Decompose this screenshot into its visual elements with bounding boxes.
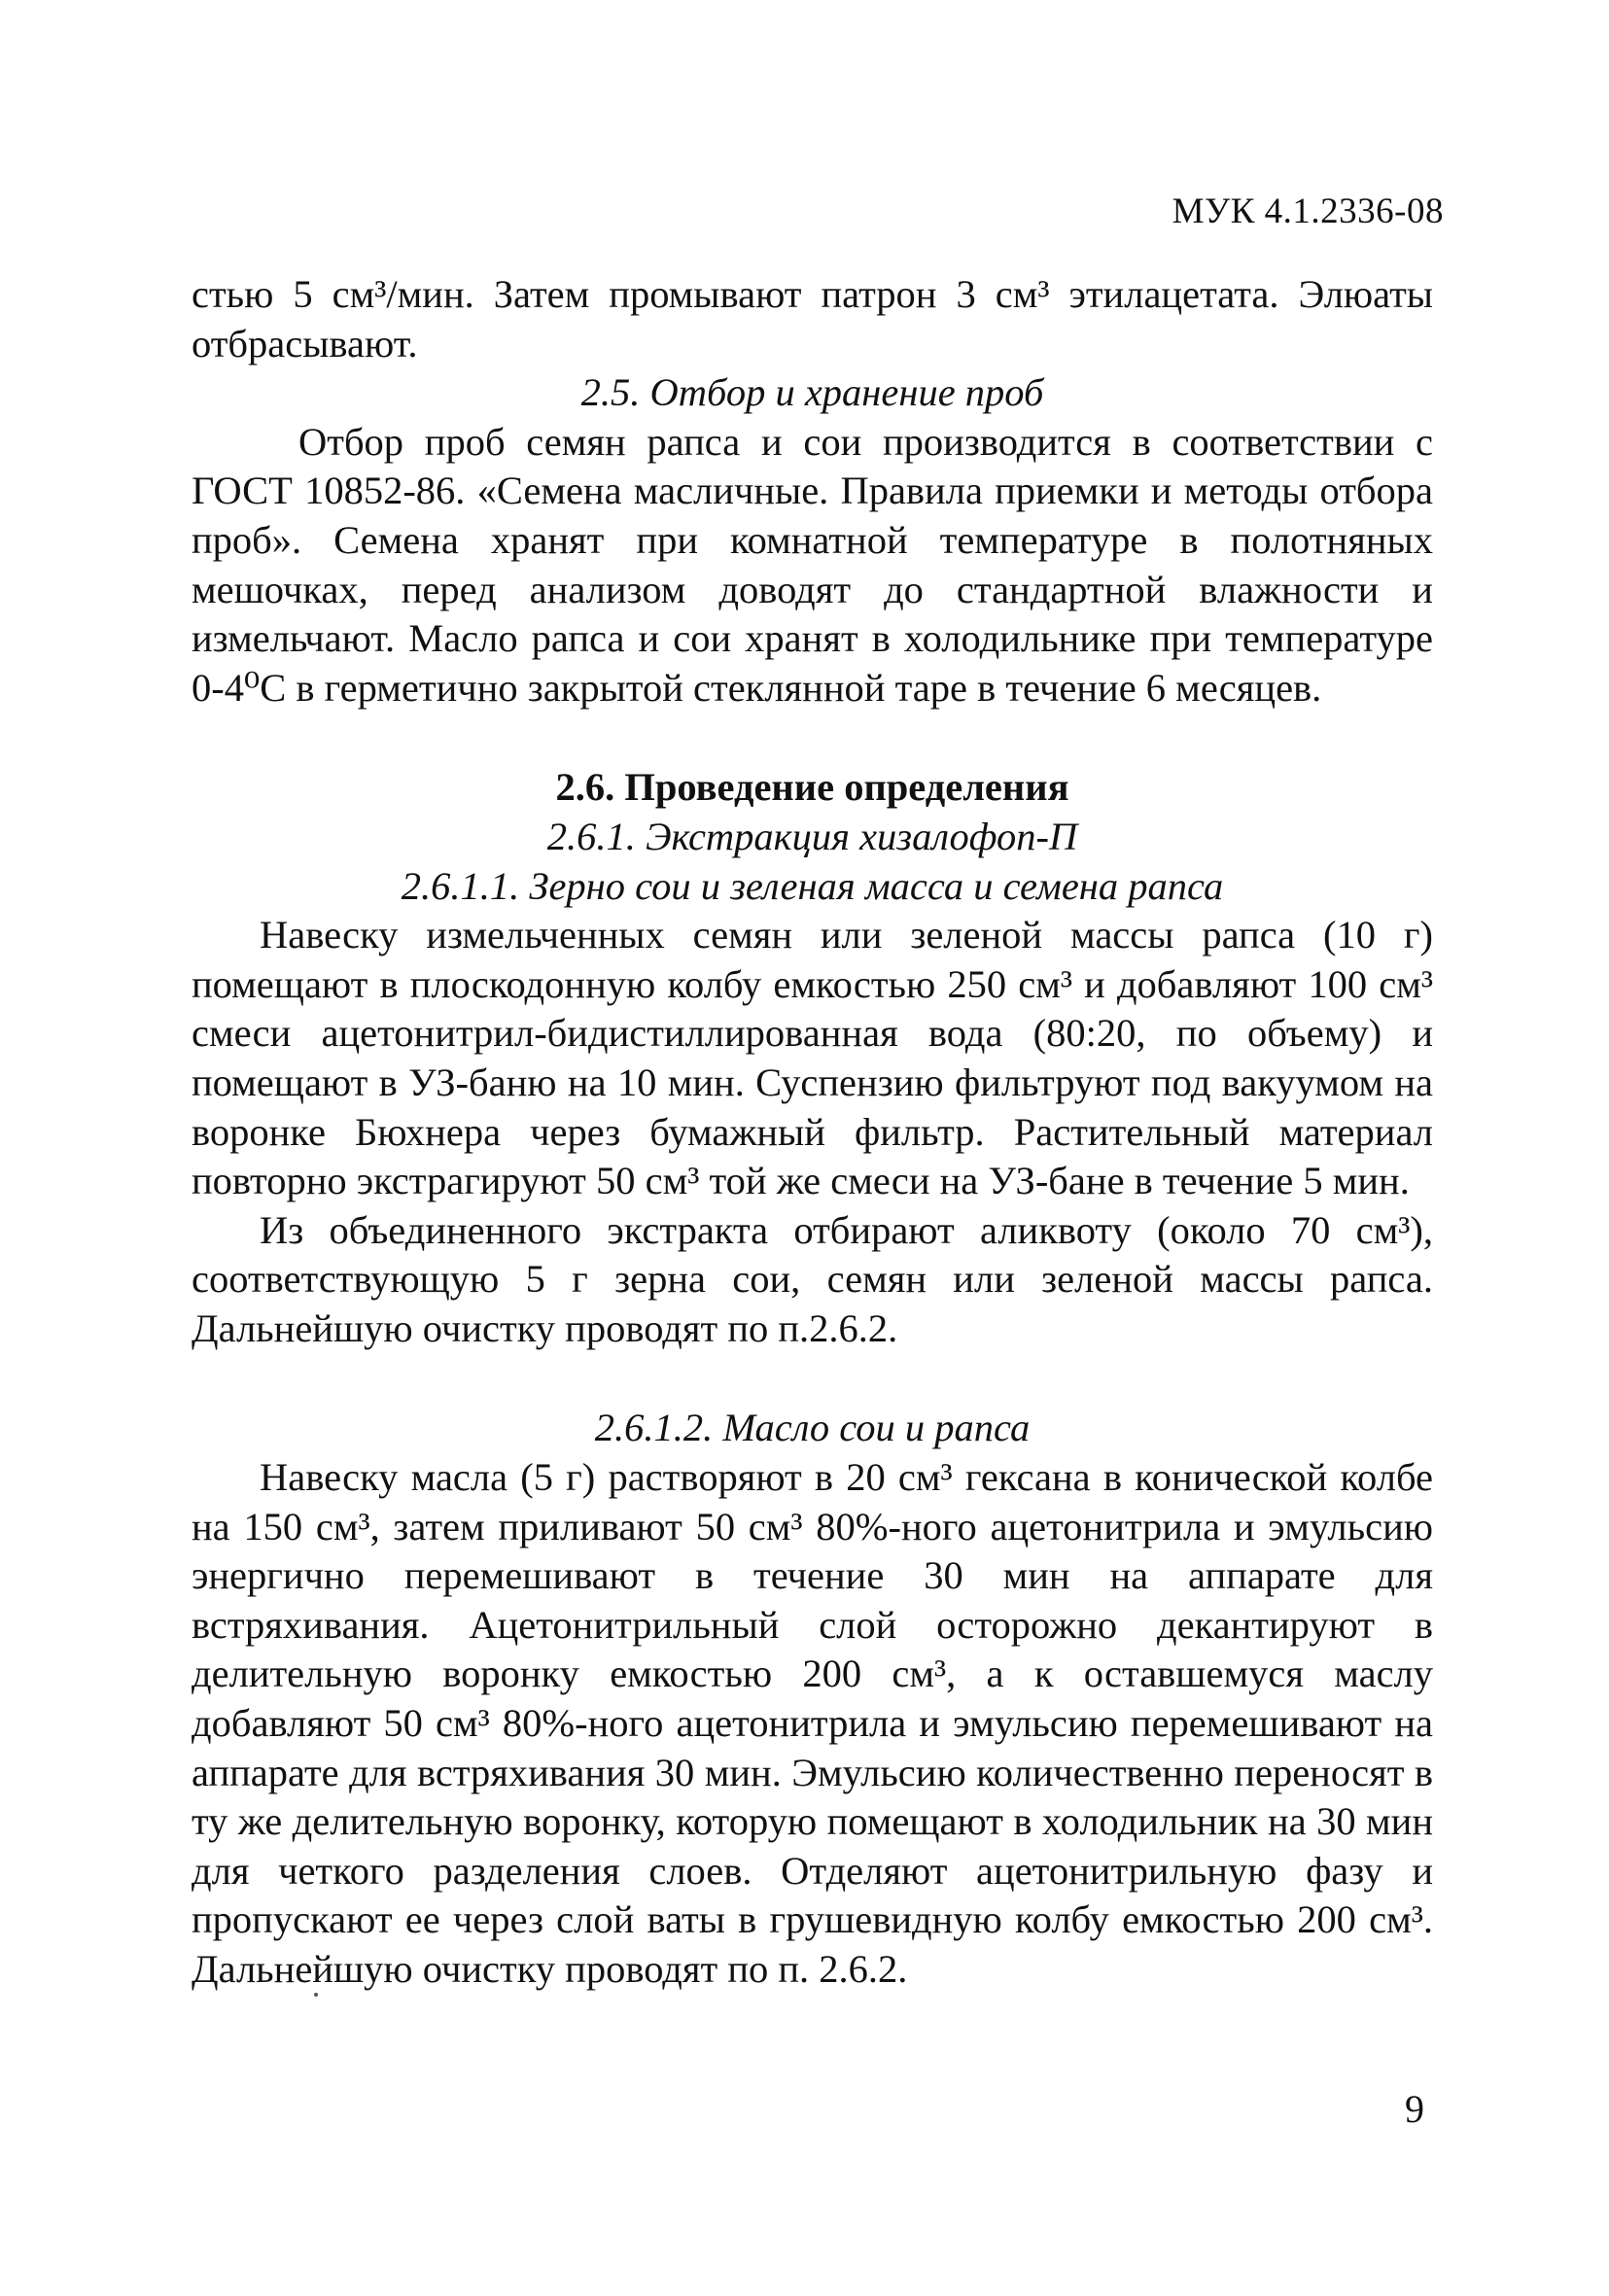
paragraph-grain-extraction: Навеску измельченных семян или зеленой массы рапса (10 г) помещают в плоскодонную колбу емкостью 250 см³ и добавляют 100 см³ смеси ацетонитрил-бидистиллированная вода (80:20, по объему) и помещают в УЗ-баню на 10 мин. Суспензию фильтруют под вакуумом на воронке Бюхнера через бумажный фильтр. Растительный материал повторно экстрагируют 50 см³ той же смеси на УЗ-бане в течение 5 мин. — [192, 913, 1433, 1203]
paragraph-elution-end: стью 5 см³/мин. Затем промывают патрон 3 см³ этилацетата. Элюаты отбрасывают. — [192, 272, 1433, 365]
document-code: МУК 4.1.2336-08 — [1172, 191, 1444, 231]
paragraph-aliquot: Из объединенного экстракта отбирают аликвоту (около 70 см³), соответствующую 5 г зерна сои, семян или зеленой массы рапса. Дальнейшую очистку проводят по п.2.6.2. — [192, 1207, 1433, 1350]
spacer — [192, 713, 1433, 763]
section-heading-2-6-1: 2.6.1. Экстракция хизалофоп-П — [546, 814, 1078, 858]
spacer — [192, 1353, 1433, 1404]
section-heading-2-6-1-2: 2.6.1.2. Масло сои и рапса — [594, 1406, 1031, 1450]
section-heading-2-5: 2.5. Отбор и хранение проб — [580, 370, 1044, 415]
scan-dot-mark — [314, 1993, 318, 1997]
section-heading-2-6: 2.6. Проведение определения — [555, 765, 1069, 810]
page-number: 9 — [1405, 2087, 1424, 2131]
paragraph-oil-extraction: Навеску масла (5 г) растворяют в 20 см³ гексана в конической колбе на 150 см³, затем приливают 50 см³ 80%-ного ацетонитрила и эмульсию энергично перемешивают в течение 30 мин на аппарате для встряхивания. Ацетонитрильный слой осторожно декантируют в делительную воронку емкостью 200 см³, а к оставшемуся маслу добавляют 50 см³ 80%-ного ацетонитрила и эмульсию перемешивают на аппарате для встряхивания 30 мин. Эмульсию количественно переносят в ту же делительную воронку, которую помещают в холодильник на 30 мин для четкого разделения слоев. Отделяют ацетонитрильную фазу и пропускают ее через слой ваты в грушевидную колбу емкостью 200 см³. Дальнейшую очистку проводят по п. 2.6.2. — [192, 1455, 1433, 1991]
section-heading-2-6-1-1: 2.6.1.1. Зерно сои и зеленая масса и семена рапса — [401, 863, 1224, 908]
paragraph-sampling: Отбор проб семян рапса и сои производится в соответствии с ГОСТ 10852-86. «Семена масличные. Правила приемки и методы отбора проб». Семена хранят при комнатной температуре в полотняных мешочках, перед анализом доводят до стандартной влажности и измельчают. Масло рапса и сои хранят в холодильнике при температуре 0-4⁰С в герметично закрытой стеклянной таре в течение 6 месяцев. — [192, 419, 1433, 710]
page-content — [192, 270, 1433, 1995]
